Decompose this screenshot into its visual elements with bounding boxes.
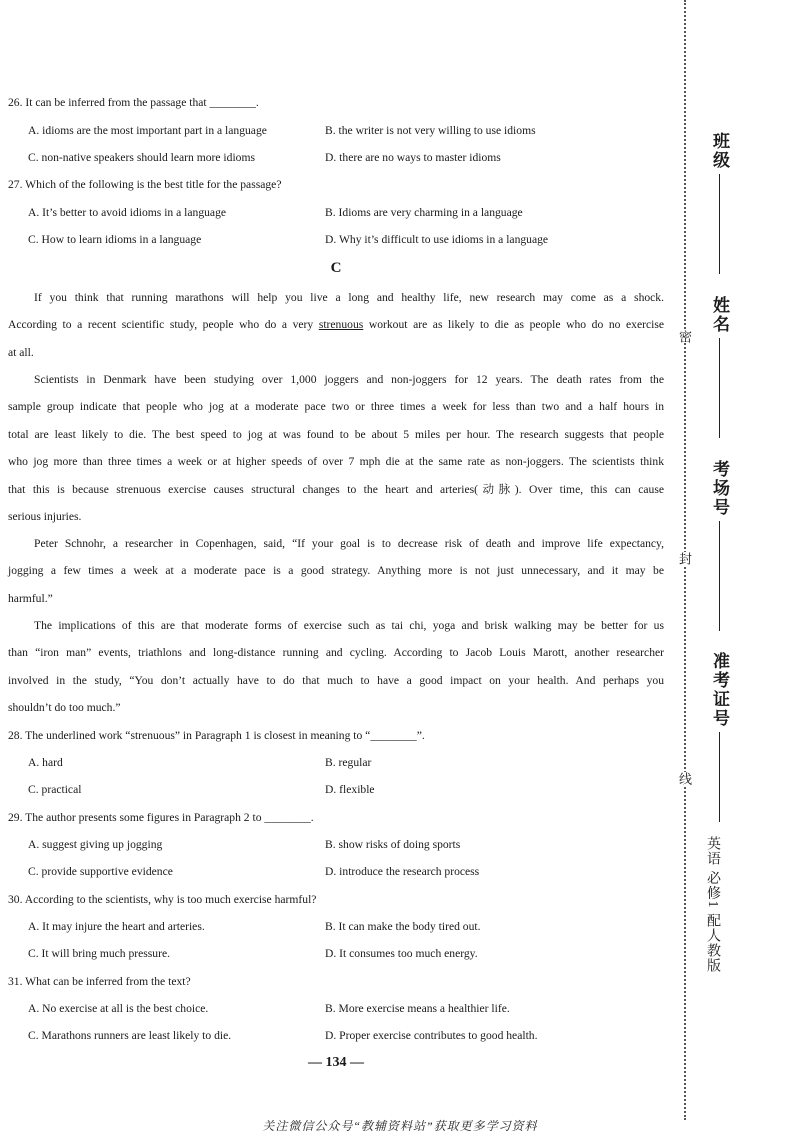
p2-line: Scientists in Denmark have been studying over 1,000 joggers and non-joggers for 12 years. The death rates from the bbox=[34, 373, 664, 386]
p4-line: involved in the study, “You don’t actually have to do that much to have a good impact on your health. And perhaps you bbox=[8, 673, 664, 687]
question-31-stem: 31. What can be inferred from the text? bbox=[8, 975, 191, 988]
admission-number-blank bbox=[719, 732, 720, 822]
q26-option-d: D. there are no ways to master idioms bbox=[325, 151, 501, 164]
q30-option-d: D. It consumes too much energy. bbox=[325, 947, 478, 960]
seal-mark-mi: 密 bbox=[677, 330, 692, 343]
class-label: 班级 bbox=[710, 132, 729, 170]
p4-line: shouldn’t do too much.” bbox=[8, 701, 121, 715]
q28-option-a: A. hard bbox=[28, 756, 63, 769]
p2-line: that this is because strenuous exercise causes structural changes to the heart and arteries(动脉). Over time, this can cause bbox=[8, 482, 664, 496]
question-28-stem: 28. The underlined work “strenuous” in Paragraph 1 is closest in meaning to “________”. bbox=[8, 729, 425, 742]
q31-option-d: D. Proper exercise contributes to good health. bbox=[325, 1029, 538, 1042]
course-label: 英语 必修1 配人教版 bbox=[705, 836, 720, 973]
question-30-stem: 30. According to the scientists, why is too much exercise harmful? bbox=[8, 893, 317, 906]
q27-option-b: B. Idioms are very charming in a language bbox=[325, 206, 523, 219]
admission-number-field bbox=[702, 652, 732, 822]
question-26-stem: 26. It can be inferred from the passage that ________. bbox=[8, 96, 259, 109]
p1-line-2-after: workout are as likely to die as people who do no exercise bbox=[363, 318, 664, 332]
q31-option-b: B. More exercise means a healthier life. bbox=[325, 1002, 510, 1015]
exam-room-blank bbox=[719, 521, 720, 631]
q26-option-c: C. non-native speakers should learn more idioms bbox=[28, 151, 255, 164]
class-blank bbox=[719, 174, 720, 274]
q31-option-a: A. No exercise at all is the best choice. bbox=[28, 1002, 209, 1015]
name-blank bbox=[719, 338, 720, 438]
seal-mark-feng: 封 bbox=[677, 552, 692, 565]
p1-line-3: at all. bbox=[8, 345, 34, 359]
q27-option-d: D. Why it’s difficult to use idioms in a language bbox=[325, 233, 549, 246]
p2-line: sample group indicate that people who jog at a moderate pace two or three times a week for less than two and a half hours in bbox=[8, 400, 664, 414]
class-field bbox=[702, 132, 732, 274]
q28-option-d: D. flexible bbox=[325, 783, 375, 796]
seal-mark-xian: 线 bbox=[677, 772, 692, 785]
q28-option-b: B. regular bbox=[325, 756, 372, 769]
p2-line: total are least likely to die. The best speed to jog at was found to be about 5 miles per hour. The research suggests that people bbox=[8, 427, 664, 441]
p2-line: serious injuries. bbox=[8, 509, 82, 523]
q29-option-d: D. introduce the research process bbox=[325, 865, 480, 878]
p4-line: The implications of this are that moderate forms of exercise such as tai chi, yoga and brisk walking may be better for us bbox=[34, 619, 664, 632]
footer-note: 关注微信公众号“教辅资料站”获取更多学习资料 bbox=[262, 1119, 538, 1133]
q27-option-c: C. How to learn idioms in a language bbox=[28, 233, 202, 246]
q30-option-c: C. It will bring much pressure. bbox=[28, 947, 171, 960]
question-27-stem: 27. Which of the following is the best title for the passage? bbox=[8, 178, 282, 191]
q30-option-a: A. It may injure the heart and arteries. bbox=[28, 920, 205, 933]
admission-number-label: 准考证号 bbox=[710, 652, 729, 728]
p4-line: than “iron man” events, triathlons and long-distance running and cycling. According to Jacob Louis Marott, another researcher bbox=[8, 646, 664, 660]
name-field bbox=[702, 296, 732, 438]
passage-paragraph-2 bbox=[8, 366, 664, 530]
page-number: — 134 — bbox=[308, 1055, 364, 1070]
q31-option-c: C. Marathons runners are least likely to die. bbox=[28, 1029, 232, 1042]
name-label: 姓名 bbox=[710, 296, 729, 334]
q29-option-c: C. provide supportive evidence bbox=[28, 865, 173, 878]
exam-room-label: 考场号 bbox=[710, 460, 729, 517]
q28-option-c: C. practical bbox=[28, 783, 82, 796]
passage-paragraph-4 bbox=[8, 612, 664, 722]
q27-option-a: A. It’s better to avoid idioms in a language bbox=[28, 206, 227, 219]
section-heading: C bbox=[330, 260, 342, 276]
exam-room-field bbox=[702, 460, 732, 631]
underlined-word: strenuous bbox=[318, 318, 364, 332]
p3-line: jogging a few times a week at a moderate pace is a good strategy. Anything more is not just unnecessary, and it may be bbox=[8, 564, 664, 578]
p1-line-2 bbox=[8, 311, 664, 338]
passage-paragraph-3 bbox=[8, 530, 664, 612]
p1-line-1: If you think that running marathons will help you live a long and healthy life, new research may come as a shock. bbox=[34, 291, 664, 304]
q26-option-a: A. idioms are the most important part in a language bbox=[28, 124, 267, 137]
q29-option-b: B. show risks of doing sports bbox=[325, 838, 461, 851]
q29-option-a: A. suggest giving up jogging bbox=[28, 838, 163, 851]
p3-line: Peter Schnohr, a researcher in Copenhagen, said, “If your goal is to decrease risk of death and improve life expectancy, bbox=[34, 537, 664, 550]
q26-option-b: B. the writer is not very willing to use idioms bbox=[325, 124, 536, 137]
p3-line: harmful.” bbox=[8, 591, 53, 605]
p2-line: who jog more than three times a week or at higher speeds of over 7 mph die at the same rate as non-joggers. The scientists think bbox=[8, 455, 664, 469]
question-29-stem: 29. The author presents some figures in Paragraph 2 to ________. bbox=[8, 811, 314, 824]
q30-option-b: B. It can make the body tired out. bbox=[325, 920, 481, 933]
passage-paragraph-1 bbox=[8, 284, 664, 366]
p1-line-2-before: According to a recent scientific study, people who do a very bbox=[8, 318, 319, 332]
